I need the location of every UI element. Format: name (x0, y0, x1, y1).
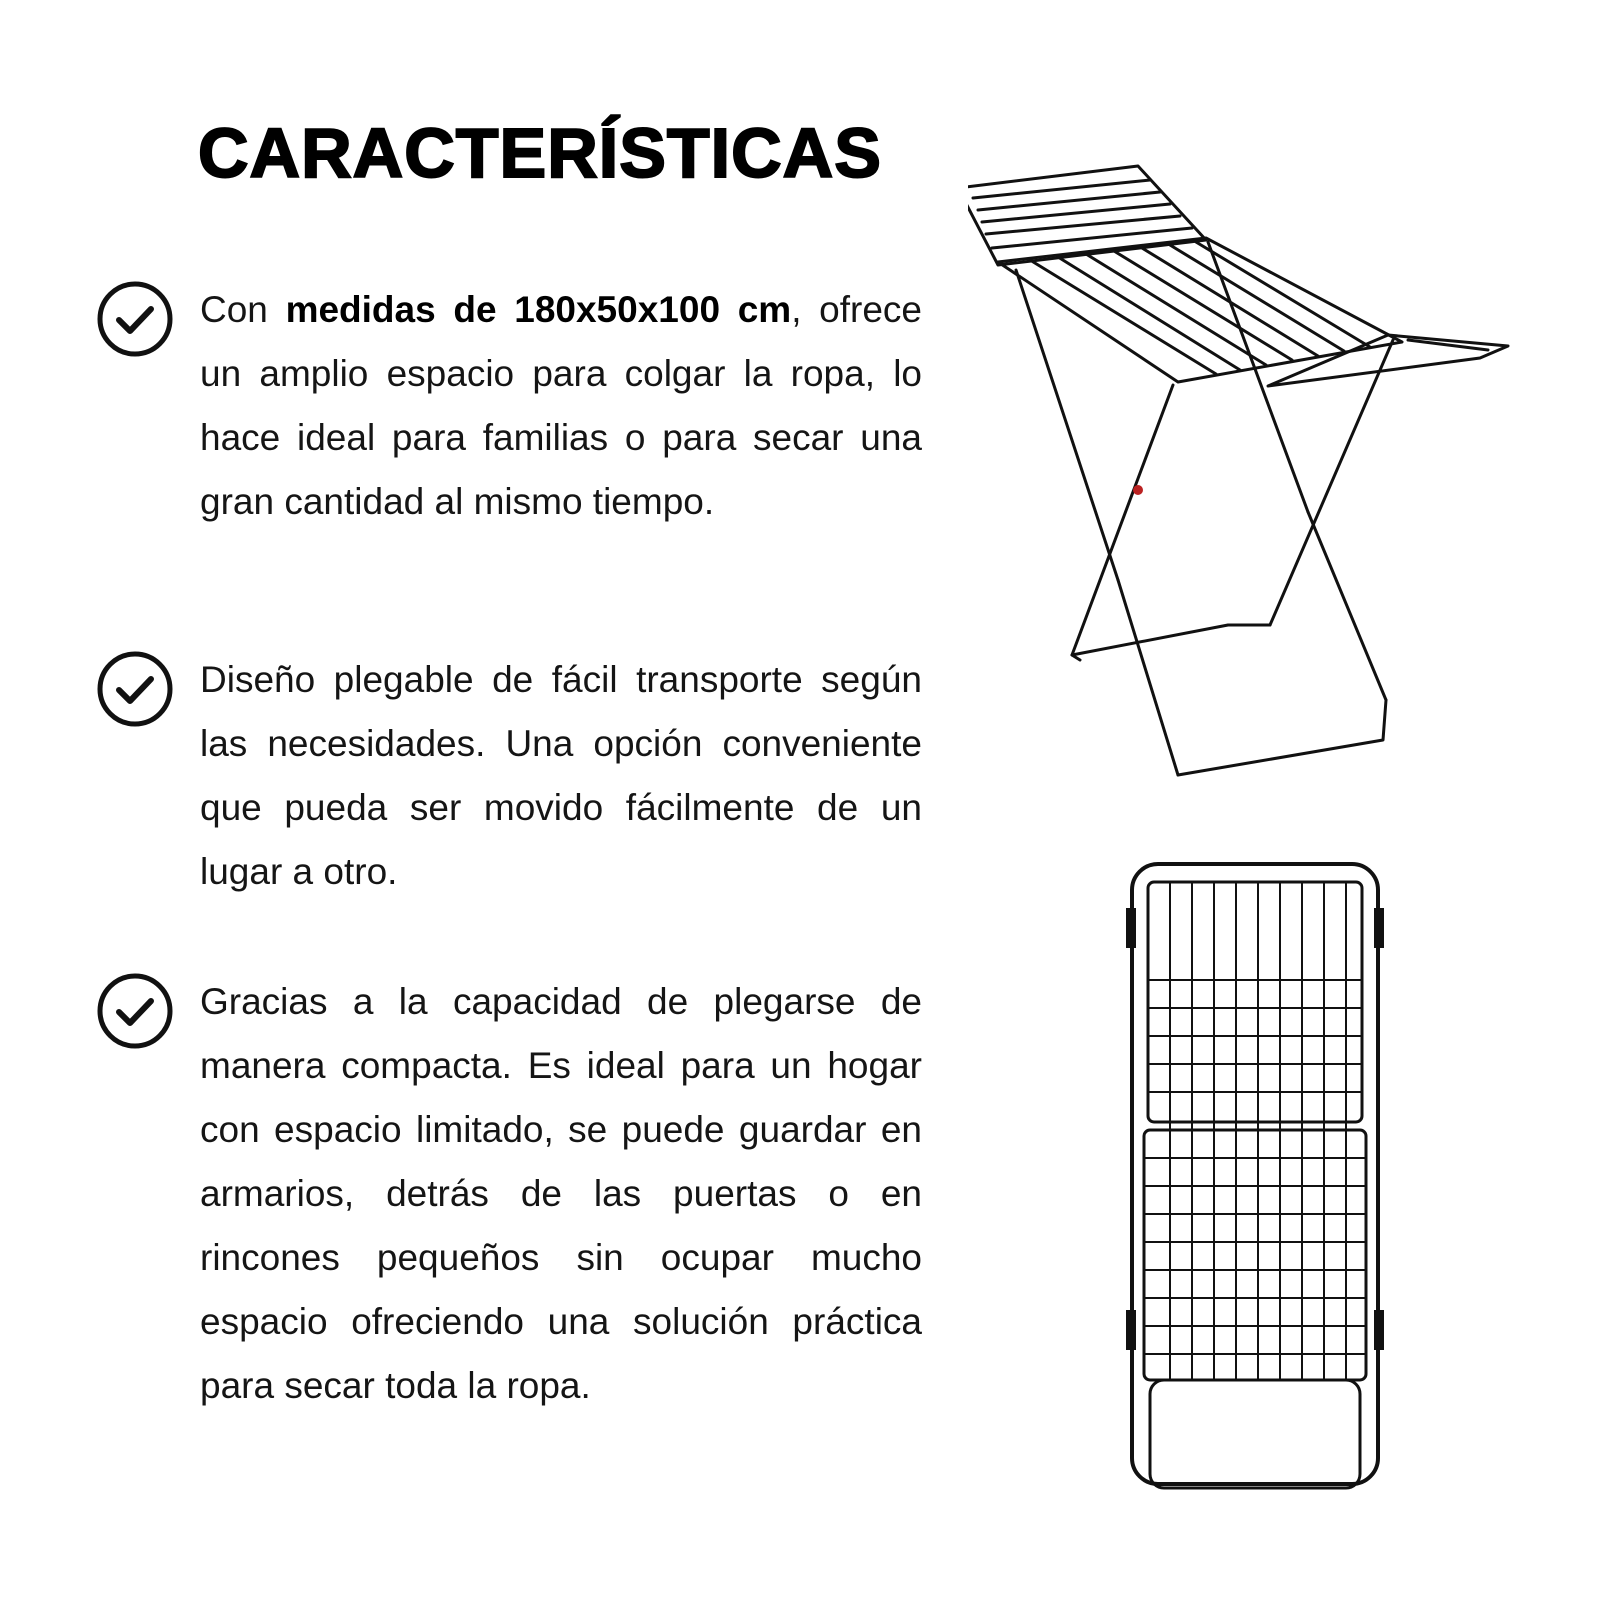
check-circle-icon (96, 280, 174, 358)
drying-rack-open-image (968, 160, 1558, 810)
drying-rack-folded-image (1120, 860, 1400, 1500)
check-circle-icon (96, 650, 174, 728)
feature-text: Gracias a la capacidad de plegarse de manera compacta. Es ideal para un hogar con espacio limitado, se puede guardar en armarios, detrás de las puertas o en rincones pequeños sin ocupar mucho espacio ofreciendo una solución práctica para secar toda la ropa. (200, 981, 922, 1406)
feature-text: Diseño plegable de fácil transporte según las necesidades. Una opción conveniente que pueda ser movido fácilmente de un lugar a otro. (200, 659, 922, 892)
feature-text-end: , ofrece un amplio espacio para colgar la ropa, lo hace ideal para familias o para secar una gran cantidad al mismo tiempo. (200, 289, 923, 522)
page-title: CARACTERÍSTICAS (198, 114, 882, 192)
feature-text-highlight: medidas de 180x50x100 cm (285, 289, 792, 330)
feature-text-start: Con (200, 289, 286, 330)
check-circle-icon (96, 972, 174, 1050)
feature-text (200, 278, 922, 534)
